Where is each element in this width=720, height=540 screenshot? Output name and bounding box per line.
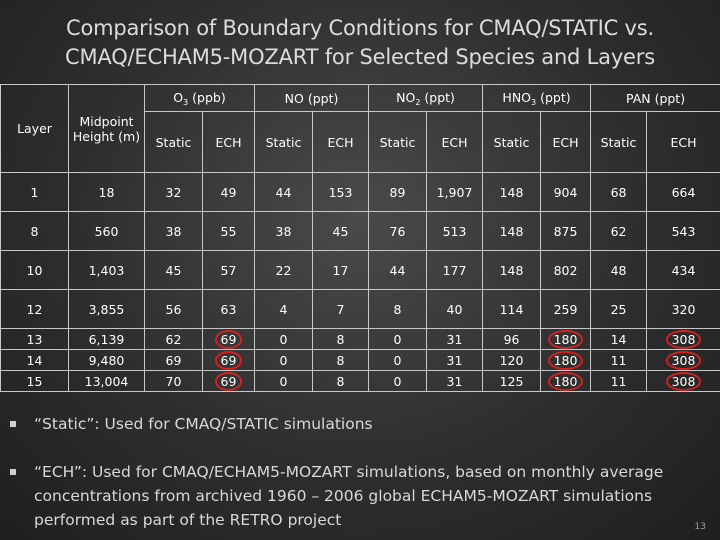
value-cell: 22 [255, 251, 313, 290]
value-cell: 31 [427, 329, 483, 350]
bullet-square-icon [10, 469, 16, 475]
highlighted-value: 308 [668, 353, 700, 368]
species-header-o3: $O_3$ (ppb) [145, 85, 255, 112]
height-cell: 6,139 [69, 329, 145, 350]
table-row [1, 290, 720, 329]
value-cell: 14 [591, 329, 647, 350]
value-cell: 7 [313, 290, 369, 329]
value-cell: 63 [203, 290, 255, 329]
value-cell: 0 [369, 350, 427, 371]
species-header-row [1, 85, 720, 112]
table-row [1, 329, 720, 350]
species-header-hno3: $HNO_3$ (ppt) [483, 85, 591, 112]
value-cell: 802 [541, 251, 591, 290]
value-cell: 45 [313, 212, 369, 251]
value-cell: 1,907 [427, 173, 483, 212]
value-cell: 44 [255, 173, 313, 212]
bullet-ech-text: “ECH”: Used for CMAQ/ECHAM5-MOZART simulations, based on monthly average concentrations from archived 1960 – 2006 global ECHAM5-MOZART simulations performed as part of the RETRO project [34, 463, 664, 529]
title-line-2: CMAQ/ECHAM5-MOZART for Selected Species and Layers [65, 45, 655, 69]
comparison-table [0, 84, 720, 392]
table-row [1, 212, 720, 251]
height-cell: 560 [69, 212, 145, 251]
value-cell: 89 [369, 173, 427, 212]
value-cell [541, 350, 591, 371]
value-cell: 543 [647, 212, 720, 251]
value-cell: 664 [647, 173, 720, 212]
value-cell: 177 [427, 251, 483, 290]
static-column-header: Static [369, 112, 427, 173]
value-cell: 8 [313, 350, 369, 371]
static-column-header: Static [591, 112, 647, 173]
value-cell: 434 [647, 251, 720, 290]
highlighted-value: 180 [550, 353, 582, 368]
value-cell: 0 [369, 371, 427, 392]
value-cell: 32 [145, 173, 203, 212]
ech-column-header: ECH [541, 112, 591, 173]
table-row [1, 173, 720, 212]
value-cell: 62 [145, 329, 203, 350]
value-cell: 513 [427, 212, 483, 251]
value-cell: 17 [313, 251, 369, 290]
value-cell: 55 [203, 212, 255, 251]
table-row [1, 371, 720, 392]
value-cell: 11 [591, 350, 647, 371]
layer-cell: 14 [1, 350, 69, 371]
value-cell: 62 [591, 212, 647, 251]
value-cell: 11 [591, 371, 647, 392]
value-cell: 8 [313, 329, 369, 350]
highlighted-value: 69 [217, 353, 241, 368]
ech-column-header: ECH [203, 112, 255, 173]
value-cell: 45 [145, 251, 203, 290]
static-column-header: Static [255, 112, 313, 173]
static-column-header: Static [483, 112, 541, 173]
value-cell: 8 [369, 290, 427, 329]
height-cell: 13,004 [69, 371, 145, 392]
layer-cell: 13 [1, 329, 69, 350]
highlighted-value: 308 [668, 332, 700, 347]
value-cell: 40 [427, 290, 483, 329]
value-cell: 25 [591, 290, 647, 329]
value-cell: 0 [255, 329, 313, 350]
height-cell: 3,855 [69, 290, 145, 329]
slide-title [0, 14, 720, 72]
value-cell: 68 [591, 173, 647, 212]
height-header: Midpoint Height (m) [69, 85, 145, 173]
value-cell: 96 [483, 329, 541, 350]
value-cell: 259 [541, 290, 591, 329]
layer-header: Layer [1, 85, 69, 173]
value-cell: 0 [369, 329, 427, 350]
value-cell: 0 [255, 371, 313, 392]
value-cell: 38 [145, 212, 203, 251]
bullet-square-icon [10, 421, 16, 427]
layer-cell: 15 [1, 371, 69, 392]
species-header-no2: $NO_2$ (ppt) [369, 85, 483, 112]
value-cell: 4 [255, 290, 313, 329]
value-cell: 125 [483, 371, 541, 392]
value-cell: 76 [369, 212, 427, 251]
value-cell: 148 [483, 251, 541, 290]
species-header-no: NO (ppt) [255, 85, 369, 112]
title-line-1: Comparison of Boundary Conditions for CMAQ/STATIC vs. [66, 16, 654, 40]
layer-cell: 10 [1, 251, 69, 290]
value-cell [541, 329, 591, 350]
comparison-table-container [0, 84, 720, 392]
value-cell: 0 [255, 350, 313, 371]
layer-cell: 12 [1, 290, 69, 329]
layer-cell: 1 [1, 173, 69, 212]
value-cell [647, 329, 720, 350]
value-cell: 70 [145, 371, 203, 392]
value-cell [203, 371, 255, 392]
value-cell: 875 [541, 212, 591, 251]
layer-cell: 8 [1, 212, 69, 251]
highlighted-value: 69 [217, 374, 241, 389]
value-cell: 148 [483, 173, 541, 212]
highlighted-value: 69 [217, 332, 241, 347]
height-cell: 1,403 [69, 251, 145, 290]
value-cell [203, 329, 255, 350]
value-cell: 320 [647, 290, 720, 329]
value-cell: 148 [483, 212, 541, 251]
highlighted-value: 180 [550, 374, 582, 389]
value-cell [647, 371, 720, 392]
height-cell: 9,480 [69, 350, 145, 371]
static-column-header: Static [145, 112, 203, 173]
value-cell: 44 [369, 251, 427, 290]
table-row [1, 251, 720, 290]
page-number: 13 [694, 522, 706, 532]
value-cell: 31 [427, 371, 483, 392]
value-cell: 49 [203, 173, 255, 212]
value-cell: 114 [483, 290, 541, 329]
bullet-static-text: “Static”: Used for CMAQ/STATIC simulations [34, 415, 373, 433]
value-cell: 120 [483, 350, 541, 371]
ech-column-header: ECH [313, 112, 369, 173]
table-row [1, 350, 720, 371]
value-cell: 48 [591, 251, 647, 290]
value-cell: 153 [313, 173, 369, 212]
ech-column-header: ECH [647, 112, 720, 173]
value-cell: 31 [427, 350, 483, 371]
species-header-pan: PAN (ppt) [591, 85, 720, 112]
value-cell: 904 [541, 173, 591, 212]
value-cell: 69 [145, 350, 203, 371]
height-cell: 18 [69, 173, 145, 212]
value-cell: 57 [203, 251, 255, 290]
highlighted-value: 180 [550, 332, 582, 347]
value-cell: 56 [145, 290, 203, 329]
value-cell: 8 [313, 371, 369, 392]
value-cell [647, 350, 720, 371]
ech-column-header: ECH [427, 112, 483, 173]
value-cell: 38 [255, 212, 313, 251]
value-cell [541, 371, 591, 392]
highlighted-value: 308 [668, 374, 700, 389]
value-cell [203, 350, 255, 371]
